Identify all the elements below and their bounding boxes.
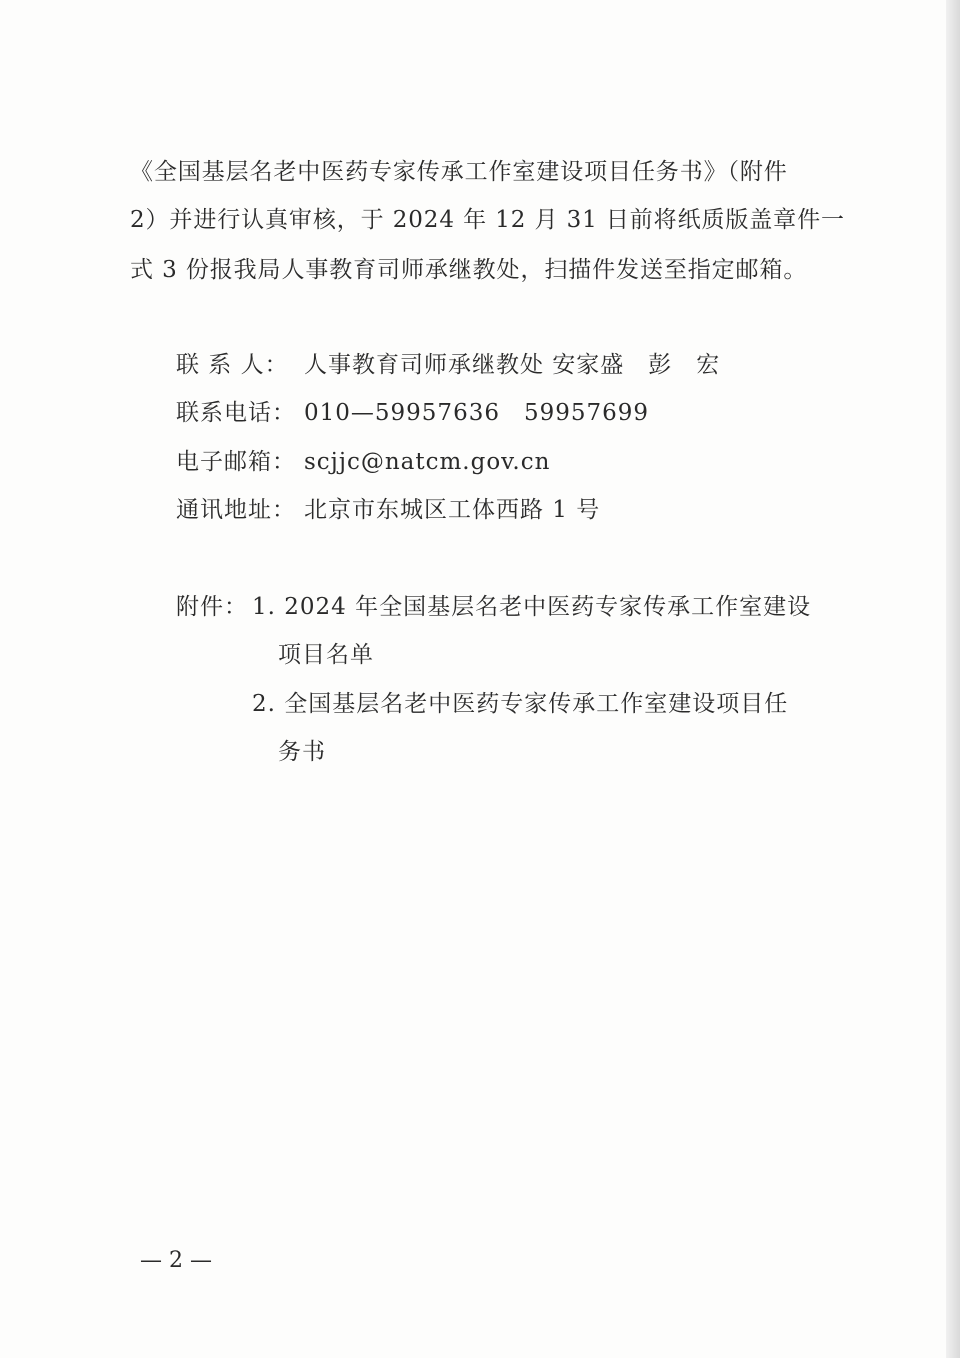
attachment-item-2: 2. 全国基层名老中医药专家传承工作室建设项目任 [252, 691, 789, 717]
attachment-item-1-continued: 项目名单 [278, 642, 374, 668]
contact-person-value: 人事教育司师承继教处 安家盛 彭 宏 [304, 352, 721, 378]
contact-address-value: 北京市东城区工体西路 1 号 [304, 497, 601, 523]
contact-email-label: 电子邮箱： [176, 449, 296, 475]
contact-person-label: 联 系 人： [176, 352, 289, 378]
paragraph-line: 2）并进行认真审核，于 2024 年 12 月 31 日前将纸质版盖章件一 [130, 207, 845, 233]
contact-address-label: 通讯地址： [176, 497, 296, 523]
paragraph-line: 式 3 份报我局人事教育司师承继教处，扫描件发送至指定邮箱。 [130, 257, 808, 283]
contact-phone-label: 联系电话： [176, 400, 296, 426]
attachments-label: 附件： [176, 594, 248, 620]
contact-phone-value: 010—59957636 59957699 [304, 400, 650, 426]
page-edge-shadow [946, 0, 960, 1358]
paragraph-line: 《全国基层名老中医药专家传承工作室建设项目任务书》（附件 [130, 159, 788, 185]
attachment-item-2-continued: 务书 [278, 739, 326, 765]
attachment-item-1: 1. 2024 年全国基层名老中医药专家传承工作室建设 [252, 594, 812, 620]
contact-email-value: scjjc@natcm.gov.cn [304, 449, 551, 475]
page-number: — 2 — [140, 1248, 212, 1273]
